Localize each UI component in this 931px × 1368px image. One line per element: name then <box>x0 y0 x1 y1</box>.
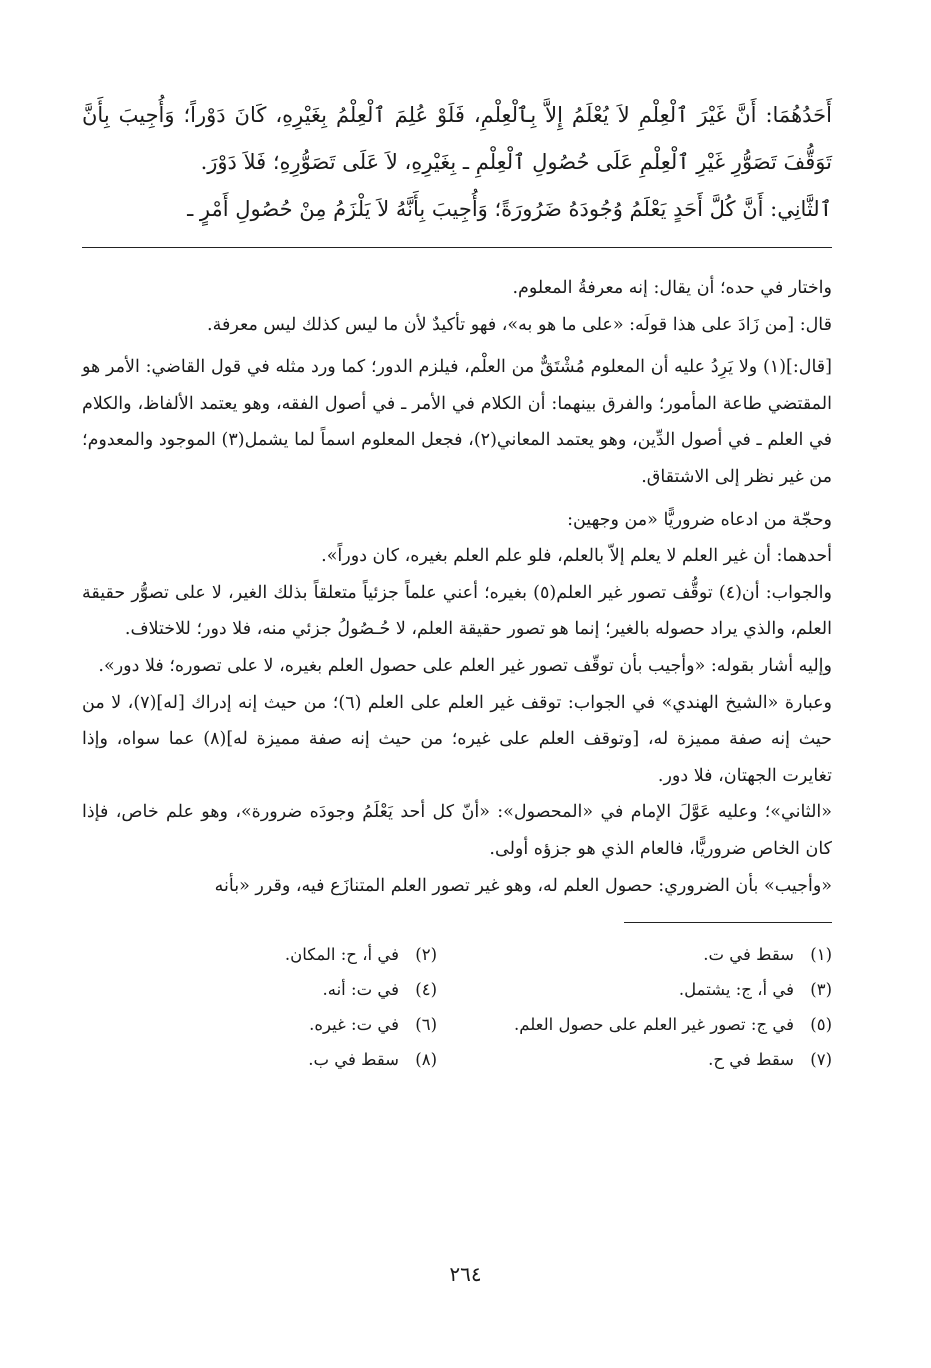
footnote-divider <box>624 922 832 923</box>
footnote-number: (٣) <box>810 980 832 1000</box>
commentary-paragraph: قال: [من زَادَ على هذا قولَه: «على ما هو به»، فهو تأكيدٌ لأن ما ليس كذلك ليس معرفة. <box>207 314 832 335</box>
page-number: ٢٦٤ <box>449 1262 482 1286</box>
commentary-paragraph: [قال:](١) ولا يَرِدُ عليه أن المعلوم مُشْتَقٌّ من العلْم، فيلزم الدور؛ كما ورد مثله في قول القاضي: الأمر هو المقتضي طاعة المأمور؛ والفرق بينهما: أن الكلام في الأمر ـ في أصول الفقه، وهو يعتمد الألفاظ، والكلام في العلم ـ في أصول الدِّين، وهو يعتمد المعاني(٢)، فجعل المعلوم اسماً لما يشمل(٣) الموجود والمعدوم؛ من غير نظر إلى الاشتقاق. <box>82 357 832 487</box>
commentary-paragraph: واختار في حده؛ أن يقال: إنه معرفةُ المعلوم. <box>512 278 832 298</box>
commentary-block <box>82 270 832 904</box>
matn-paragraph: ٱلثَّانِي: أَنَّ كُلَّ أَحَدٍ يَعْلَمُ وُجُودَهُ ضَرُورَةً؛ وَأُجِيبَ بِأَنَّهُ لاَ يَلْزَمُ مِنْ حُصُولِ أَمْرٍ ـ <box>187 197 832 221</box>
footnote <box>477 972 832 1007</box>
footnote-number: (٧) <box>810 1050 832 1070</box>
commentary-paragraph: وحجّة من ادعاه ضروريًّا «من وجهين: <box>567 509 832 530</box>
footnotes <box>82 937 832 1077</box>
commentary-paragraph: «الثاني»؛ وعليه عَوَّلَ الإمام في «المحصول»: «أنّ كل أحد يَعْلَمُ وجودَه ضرورة»، وهو علم خاص، فإذا كان الخاص ضروريًّا، فالعام الذي هو جزؤه أولى. <box>82 802 832 859</box>
footnote-text: في أ، ج: يشتمل. <box>678 980 794 1000</box>
footnote <box>82 937 437 972</box>
footnote-text: سقط في ب. <box>308 1050 399 1070</box>
main-text-block <box>82 92 832 233</box>
main-text-divider <box>82 247 832 248</box>
footnote <box>82 972 437 1007</box>
document-page <box>82 92 832 1077</box>
footnote-number: (١) <box>810 945 832 965</box>
footnote-number: (٢) <box>415 945 437 965</box>
footnote-text: سقط في ح. <box>708 1050 794 1070</box>
footnote <box>82 1007 437 1042</box>
footnote-text: في ت: غيره. <box>309 1015 399 1035</box>
footnote-text: سقط في ت. <box>703 945 794 965</box>
footnote-number: (٤) <box>415 980 437 1000</box>
footnote-number: (٦) <box>415 1015 437 1035</box>
footnote <box>477 1042 832 1077</box>
commentary-paragraph: «وأجيب» بأن الضروري: حصول العلم له، وهو غير تصور العلم المتنازَع فيه، وقرر «بأنه <box>214 875 832 896</box>
footnote <box>477 1007 832 1042</box>
footnote <box>477 937 832 972</box>
footnote-text: في أ، ح: المكان. <box>284 945 399 965</box>
footnote-number: (٨) <box>415 1050 437 1070</box>
footnote-text: في ج: تصور غير العلم على حصول العلم. <box>513 1015 794 1035</box>
matn-paragraph: أَحَدُهُمَا: أَنَّ غَيْرَ ٱلْعِلْمِ لاَ يُعْلَمُ إِلاَّ بِٱلْعِلْمِ، فَلَوْ عُلِمَ ٱلْعِلْمُ بِغَيْرِهِ، كَانَ دَوْراً؛ وَأُجِيبَ بِأَنَّ تَوَقُّفَ تَصَوُّرِ غَيْرِ ٱلْعِلْمِ عَلَى حُصُولِ ٱلْعِلْمِ ـ بِغَيْرِهِ، لاَ عَلَى تَصَوُّرِهِ؛ فَلاَ دَوْرَ. <box>82 103 832 174</box>
commentary-paragraph: وعبارة «الشيخ الهندي» في الجواب: توقف غير العلم على العلم (٦)؛ من حيث إنه إدراك [له](٧)، لا من حيث إنه صفة مميزة له، [وتوقف العلم على غيره؛ من حيث إنه صفة مميزة له](٨) عما سواه، وإذا تغايرت الجهتان، فلا دور. <box>82 692 832 786</box>
footnote <box>82 1042 437 1077</box>
commentary-paragraph: والجواب: أن(٤) توقُّف تصور غير العلم(٥) بغيره؛ أعني علماً جزئياً متعلقاً بذلك الغير، لا على تصوُّر حقيقة العلم، والذي يراد حصوله بالغير؛ إنما هو تصور حقيقة العلم، لا حُـصُولُ جزئي منه، فلا دور؛ للاختلاف. <box>82 582 832 640</box>
commentary-paragraph: وإليه أشار بقوله: «وأجيب بأن توقّف تصور غير العلم على حصول العلم بغيره، لا على تصوره؛ فلا دور». <box>98 655 832 676</box>
commentary-paragraph: أحدهما: أن غير العلم لا يعلم إلاّ بالعلم، فلو علم العلم بغيره، كان دوراً». <box>321 546 832 567</box>
footnote-number: (٥) <box>810 1015 832 1035</box>
footnote-text: في ت: أنه. <box>322 980 399 1000</box>
